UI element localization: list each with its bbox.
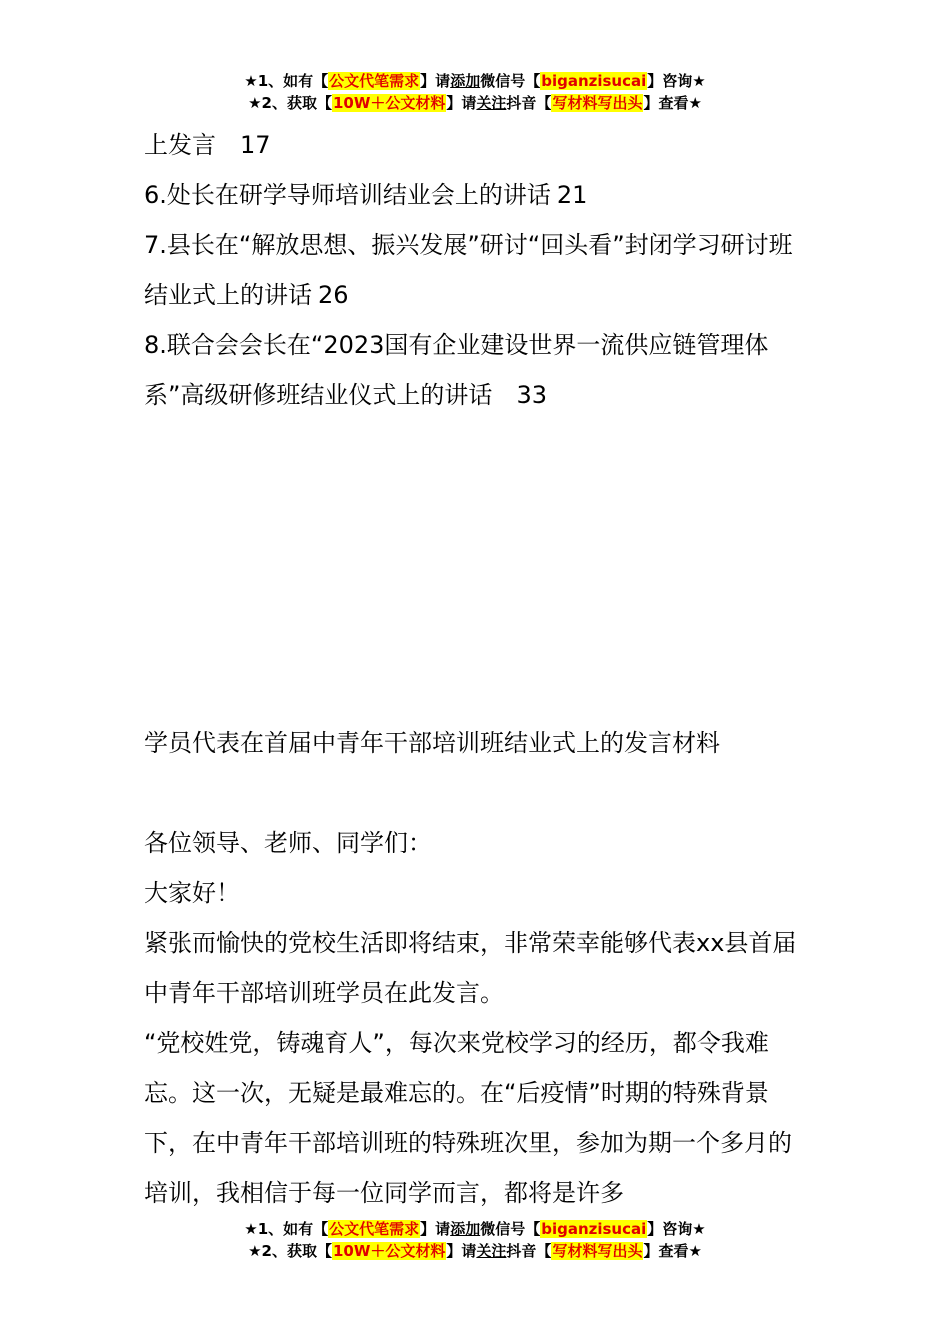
toc-item [144,120,809,170]
banner-text: 微信号【 [480,72,541,90]
banner-text: ★2、获取【 [248,1242,332,1260]
speech-body [144,818,809,1218]
banner-text: ★2、获取【 [248,94,332,112]
toc-item [144,220,809,320]
banner-line-2 [0,1240,950,1262]
toc-item-page: 17 [240,131,271,159]
banner-line-1 [0,70,950,92]
body-paragraph: 紧张而愉快的党校生活即将结束，非常荣幸能够代表xx县首届中青年干部培训班学员在此发言。 [144,929,797,1007]
banner-line-1 [0,1218,950,1240]
banner-text: 】咨询★ [647,72,706,90]
banner-text: 】请 [446,1242,477,1260]
banner-text: 】请 [420,1220,451,1238]
banner-text: 抖音【 [506,1242,552,1260]
table-of-contents [144,120,809,420]
toc-item [144,320,809,420]
toc-item-page: 26 [318,281,349,309]
banner-highlight: 10W＋公文材料 [332,1242,446,1260]
banner-highlight: 公文代笔需求 [329,72,420,90]
banner-text: 】咨询★ [647,1220,706,1238]
banner-highlight: 10W＋公文材料 [332,94,446,112]
banner-text: 】请 [420,72,451,90]
header-banner [0,70,950,114]
toc-item [144,170,809,220]
banner-text: ★1、如有【 [244,72,329,90]
banner-underline: 关注 [476,94,507,112]
toc-item-text: 8.联合会会长在“2023国有企业建设世界一流供应链管理体系”高级研修班结业仪式上的讲话 [144,331,769,409]
banner-line-2 [0,92,950,114]
banner-underline: 添加 [450,72,481,90]
banner-highlight: 写材料写出头 [552,1242,643,1260]
footer-banner [0,1218,950,1262]
banner-underline: 添加 [450,1220,481,1238]
banner-highlight: biganzisucai [541,72,647,90]
toc-item-text: 6.处长在研学导师培训结业会上的讲话 [144,181,551,209]
banner-text: ★1、如有【 [244,1220,329,1238]
toc-item-text: 上发言 [144,131,216,159]
banner-text: 】查看★ [643,1242,702,1260]
banner-underline: 关注 [476,1242,507,1260]
toc-item-text: 7.县长在“解放思想、振兴发展”研讨“回头看”封闭学习研讨班结业式上的讲话 [144,231,793,309]
toc-item-page: 21 [556,181,588,209]
banner-text: 抖音【 [506,94,552,112]
greeting: 大家好！ [144,879,240,907]
banner-highlight: 写材料写出头 [552,94,643,112]
document-title: 学员代表在首届中青年干部培训班结业式上的发言材料 [144,729,720,757]
toc-item-page: 33 [516,381,547,409]
banner-highlight: 公文代笔需求 [329,1220,420,1238]
salutation: 各位领导、老师、同学们： [144,829,432,857]
banner-text: 微信号【 [480,1220,541,1238]
body-paragraph: “党校姓党，铸魂育人”，每次来党校学习的经历，都令我难忘。这一次，无疑是最难忘的。在“后疫情”时期的特殊背景下，在中青年干部培训班的特殊班次里，参加为期一个多月的培训，我相信于每一位同学而言，都将是许多 [144,1029,792,1207]
banner-highlight: biganzisucai [541,1220,647,1238]
banner-text: 】请 [446,94,477,112]
banner-text: 】查看★ [643,94,702,112]
